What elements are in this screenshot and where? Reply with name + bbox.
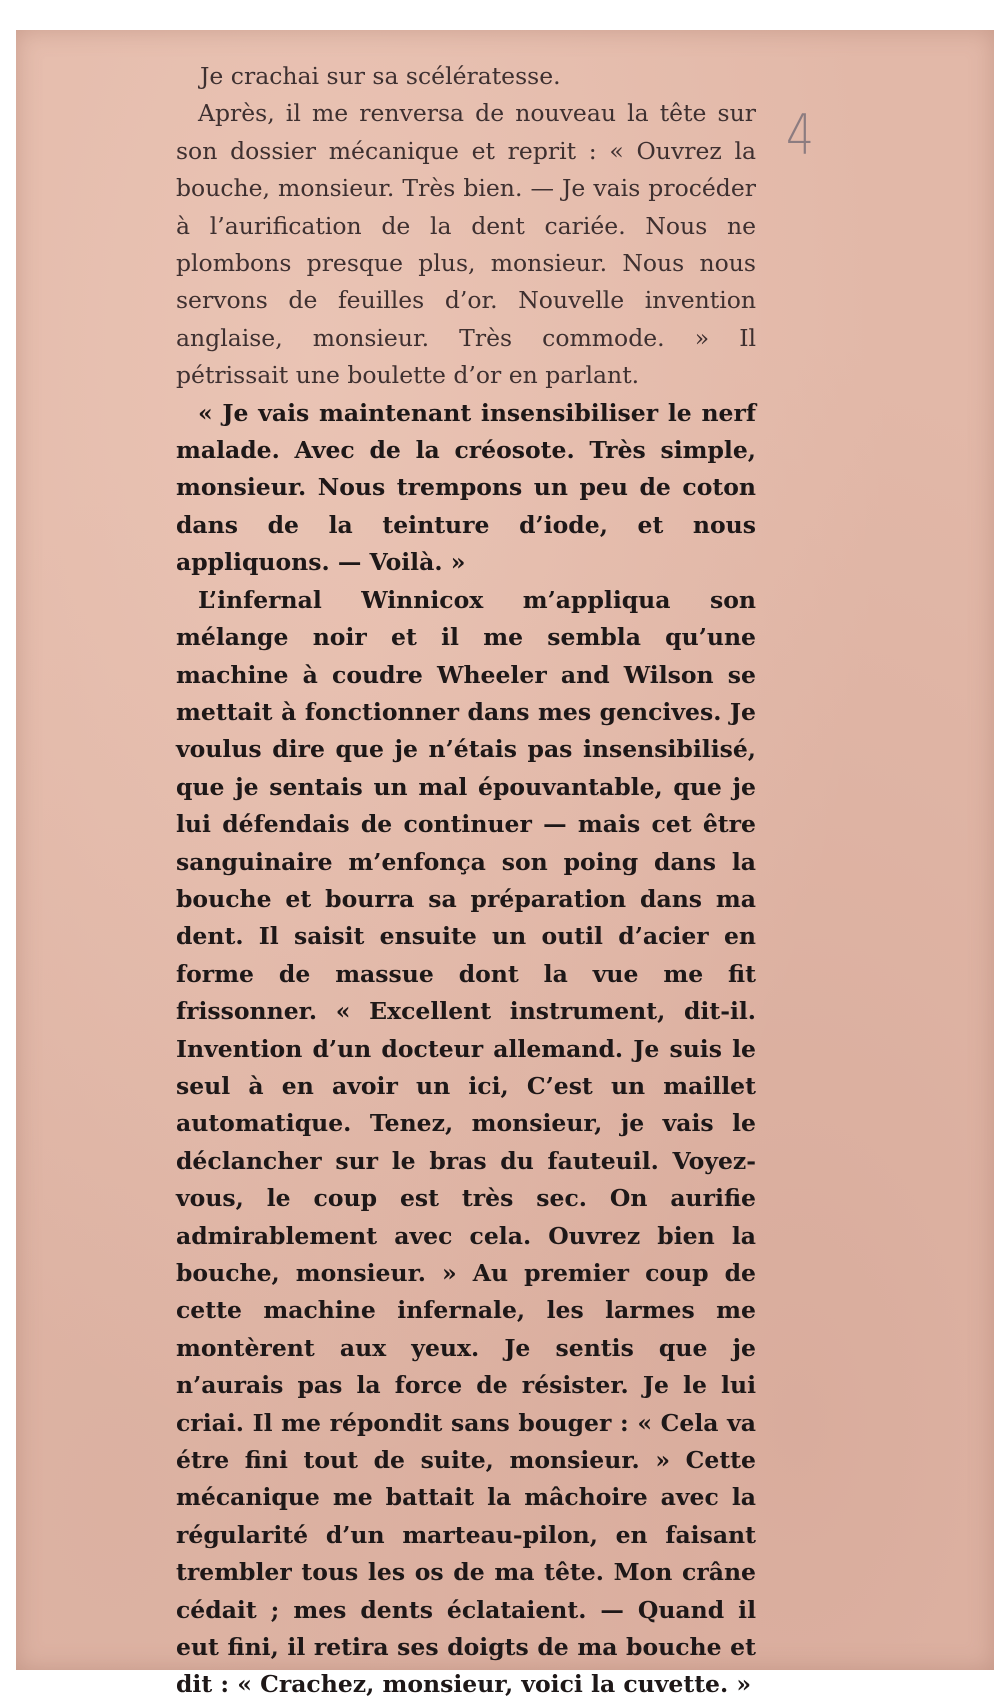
paragraph-1: Je crachai sur sa scélératesse. [200, 62, 561, 90]
paragraph-4: L’infernal Winnicox m’appliqua son mélange noir et il me sembla qu’une machine à coudre Wheeler and Wilson se mettait à fonctionner dans mes gencives. Je voulus dire que je n’étais pas insensibilisé, que je sentais un mal épouvantable, que je lui défendais de continuer — mais cet être sanguinaire m’enfonça son poing dans la bouche et bourra sa préparation dans ma dent. Il saisit ensuite un outil d’acier en forme de massue dont la vue me fit frissonner. « Excellent instrument, dit-il. Invention d’un docteur allemand. Je suis le seul à en avoir un ici, C’est un maillet automatique. Tenez, monsieur, je vais le déclancher sur le bras du fauteuil. Voyez-vous, le coup est très sec. On aurifie admirablement avec cela. Ouvrez bien la bouche, monsieur. » Au premier coup de cette machine infernale, les larmes me montèrent aux yeux. Je sentis que je n’aurais pas la force de résister. Je le lui criai. Il me répondit sans bouger : « Cela va étre fini tout de suite, monsieur. » Cette mécanique me battait la mâchoire avec la régularité d’un marteau-pilon, en faisant trembler tous les os de ma tête. Mon crâne cédait ; mes dents éclataient. — Quand il eut fini, il retira ses doigts de ma bouche et dit : « Crachez, monsieur, voici la cuvette. » [176, 585, 756, 1699]
paragraph-3: « Je vais maintenant insensibiliser le nerf malade. Avec de la créosote. Très simple, monsieur. Nous trempons un peu de coton dans de la teinture d’iode, et nous appliquons. — Voilà. » [176, 398, 756, 577]
body-text [176, 58, 756, 1704]
paper-sheet [16, 30, 994, 1699]
paragraph-2: Après, il me renversa de nouveau la tête sur son dossier mécanique et reprit : « Ouvrez la bouche, monsieur. Très bien. — Je vais procéder à l’aurification de la dent cariée. Nous ne plombons presque plus, monsieur. Nous nous servons de feuilles d’or. Nouvelle invention anglaise, monsieur. Très commode. » Il pétrissait une boulette d’or en parlant. [176, 99, 756, 390]
page-number-annotation: 4 [786, 103, 814, 168]
